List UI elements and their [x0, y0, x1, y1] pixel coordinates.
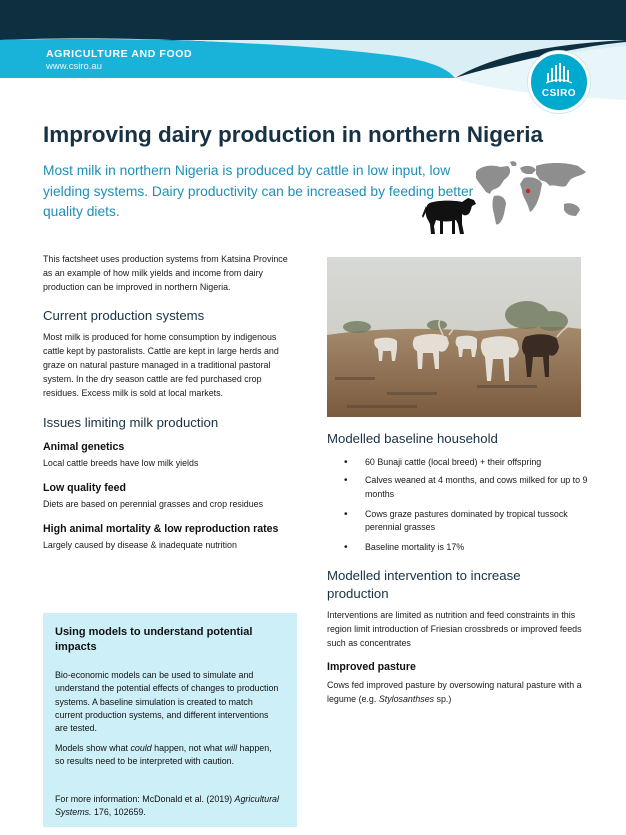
issue-text: Diets are based on perennial grasses and crop residues [43, 499, 264, 510]
caution-will: will [224, 743, 238, 753]
caution-text: happen, not what [151, 743, 225, 753]
left-column [43, 253, 298, 553]
issue-text: Largely caused by disease & inadequate nutrition [43, 539, 237, 550]
issue-title: High animal mortality & low reproduction rates [43, 522, 279, 535]
cattle-photo [327, 257, 581, 417]
info-box-caution [55, 742, 280, 769]
csiro-logo-mark-icon [546, 63, 572, 85]
current-systems-heading: Current production systems [43, 308, 205, 324]
baseline-list [327, 456, 589, 555]
world-map-icon [470, 158, 594, 228]
caution-text: Models show what [55, 743, 131, 753]
caution-could: could [130, 743, 152, 753]
header-category: AGRICULTURE AND FOOD [46, 48, 193, 60]
info-box-paragraph: Bio-economic models can be used to simulate and understand the potential effects of changes to production systems. A baseline simulation is created to match current production systems, and different interventions are tested. [55, 670, 279, 734]
baseline-bullet: • Baseline mortality is 17% [327, 541, 589, 554]
page-header [0, 0, 626, 120]
caution-text: happen, so results need to be interpreted with caution. [55, 743, 272, 767]
reference-text: 176, 102659. [91, 807, 146, 818]
pasture-section [327, 661, 589, 707]
intervention-heading: Modelled intervention to increase production [327, 568, 521, 601]
baseline-bullet: • 60 Bunaji cattle (local breed) + their offspring [327, 456, 589, 469]
pasture-heading: Improved pasture [327, 661, 416, 673]
pasture-species: Stylosanthses [378, 693, 435, 704]
intro-paragraph: This factsheet uses production systems from Katsina Province as an example of how milk yields and income from dairy production can be improved in northern Nigeria. [43, 254, 288, 292]
models-info-box [43, 613, 297, 827]
page-title: Improving dairy production in northern Nigeria [43, 122, 544, 147]
baseline-bullet: • Cows graze pastures dominated by tropical tussock perennial grasses [327, 508, 589, 535]
header-wave [0, 0, 626, 120]
logo-text: CSIRO [541, 88, 577, 99]
pasture-text: Cows fed improved pasture by oversowing natural pasture with a legume (e.g. [327, 680, 582, 704]
issue-title: Low quality feed [43, 482, 126, 495]
lead-paragraph: Most milk in northern Nigeria is produced by cattle in low input, low yielding systems. Dairy productivity can be increased by feeding better quality diets. [43, 163, 474, 219]
header-url[interactable]: www.csiro.au [46, 61, 102, 72]
baseline-section [327, 431, 589, 555]
csiro-logo [528, 51, 590, 113]
issues-heading: Issues limiting milk production [43, 415, 219, 431]
baseline-bullet: • Calves weaned at 4 months, and cows milked for up to 9 months [327, 474, 589, 501]
cow-icon [420, 194, 478, 234]
reference-text: For more information: McDonald et al. (2019) [55, 794, 235, 804]
intervention-section [327, 567, 582, 650]
current-systems-body: Most milk is produced for home consumption by indigenous cattle kept by pastoralists. Cattle are kept in large herds and graze on natural pasture managed in a traditional pastoral system. In the dry season cattle are fed purchased crop residues. Excess milk is sold at local markets. [43, 332, 279, 398]
issue-text: Local cattle breeds have low milk yields [43, 458, 199, 469]
baseline-heading: Modelled baseline household [327, 431, 498, 446]
reference-journal: Agricultural Systems. [55, 794, 279, 818]
issue-title: Animal genetics [43, 441, 125, 454]
pasture-text: sp.) [434, 693, 452, 704]
info-box-reference [55, 793, 280, 820]
pasture-body [327, 679, 589, 707]
info-box-title: Using models to understand potential impacts [55, 626, 253, 653]
intervention-body: Interventions are limited as nutrition and feed constraints in this region limit introduction of Friesian crossbreds or improved feeds such as concentrates [327, 610, 582, 648]
